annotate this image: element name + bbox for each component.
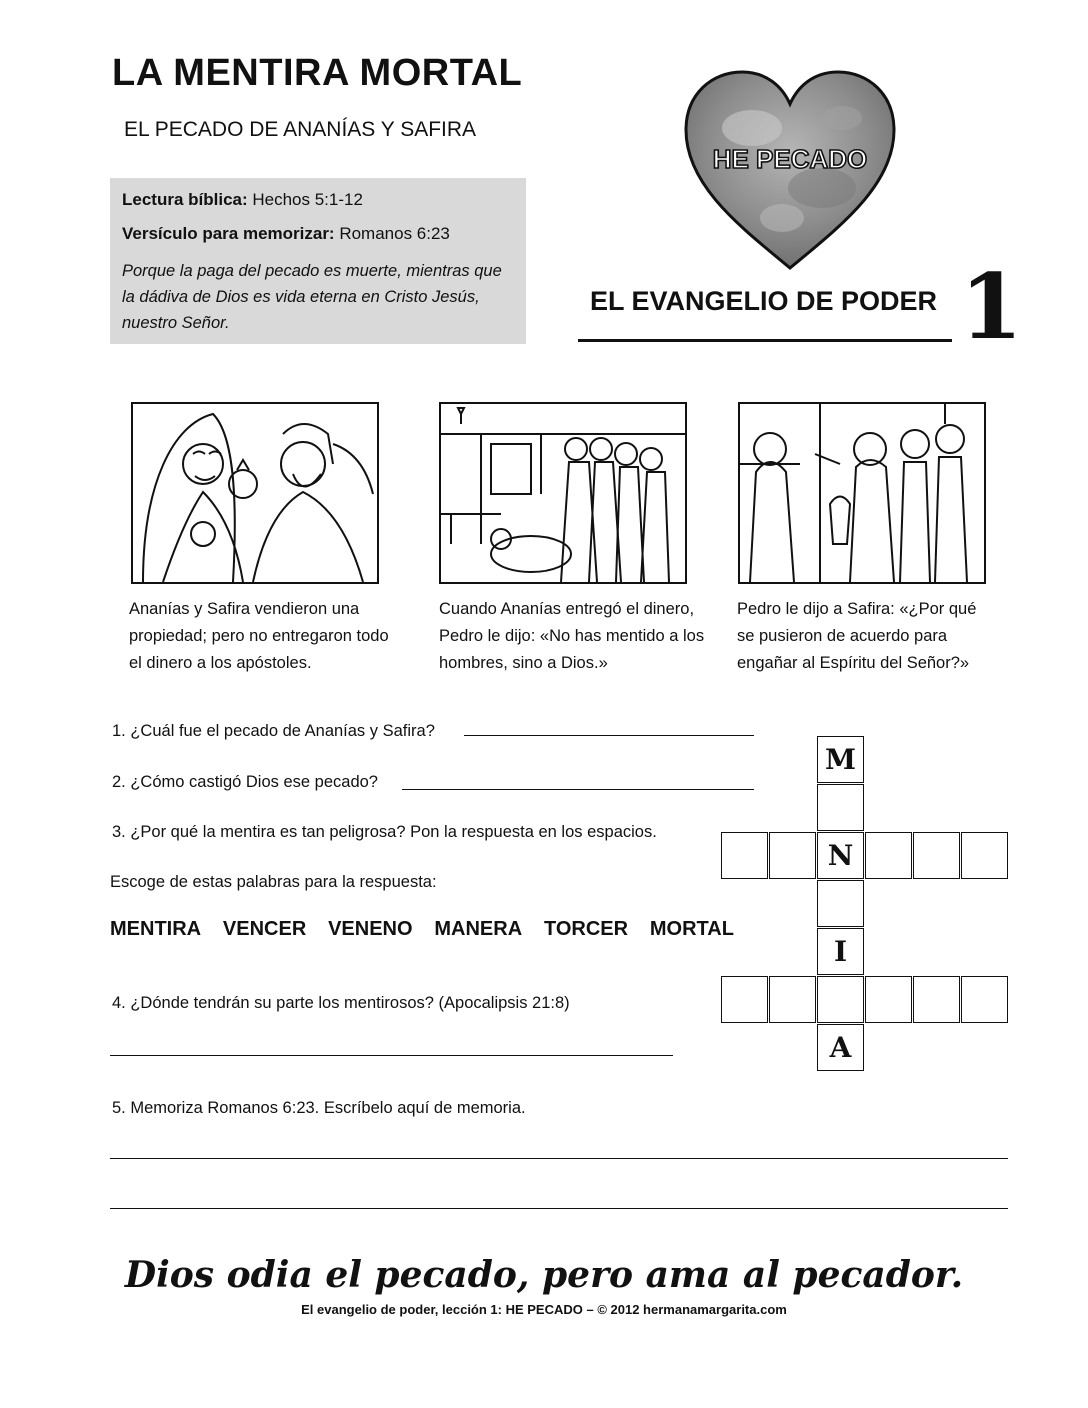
couple-money-bag-illustration <box>133 404 377 582</box>
heart-icon <box>682 68 898 274</box>
heart-label: HE PECADO <box>712 144 868 174</box>
illustration-panel-1 <box>131 402 379 584</box>
crossword-cell[interactable] <box>865 976 912 1023</box>
word-bank-item: VENENO <box>328 918 413 940</box>
answer-line-2[interactable] <box>402 789 754 790</box>
page-subtitle: EL PECADO DE ANANÍAS Y SAFIRA <box>124 118 477 141</box>
question-3: 3. ¿Por qué la mentira es tan peligrosa? Pon la respuesta en los espacios. <box>112 823 657 841</box>
series-title: EL EVANGELIO DE PODER <box>590 286 938 316</box>
answer-line-1[interactable] <box>464 735 754 736</box>
crossword-cell[interactable] <box>961 832 1008 879</box>
footer <box>0 1282 1088 1319</box>
question-4: 4. ¿Dónde tendrán su parte los mentirosos? (Apocalipsis 21:8) <box>112 994 570 1012</box>
question-2: 2. ¿Cómo castigó Dios ese pecado? <box>112 773 378 791</box>
word-bank-item: TORCER <box>543 918 629 940</box>
answer-line-4[interactable] <box>110 1055 673 1056</box>
question-5: 5. Memoriza Romanos 6:23. Escríbelo aquí de memoria. <box>112 1099 526 1117</box>
page-title: LA MENTIRA MORTAL <box>112 52 523 94</box>
word-bank-item: VENCER <box>222 918 307 940</box>
footer-credit: El evangelio de poder, lección 1: HE PECADO – © 2012 hermanamargarita.com <box>301 1302 787 1317</box>
crossword-cell[interactable] <box>913 832 960 879</box>
crossword-cell[interactable] <box>961 976 1008 1023</box>
panel-3-caption: Pedro le dijo a Safira: «¿Por qué se pusieron de acuerdo para engañar al Espíritu del Señor?» <box>737 600 977 672</box>
answer-line-5a[interactable] <box>110 1158 1008 1159</box>
crossword-cell[interactable] <box>721 976 768 1023</box>
crossword-cell[interactable] <box>913 976 960 1023</box>
memory-label: Versículo para memorizar: <box>122 224 335 243</box>
reading-value: Hechos 5:1-12 <box>247 190 363 209</box>
series-divider <box>578 339 952 342</box>
crossword-cell[interactable] <box>865 832 912 879</box>
bible-reading-box <box>110 178 526 344</box>
illustration-panel-2 <box>439 402 687 584</box>
crossword-cell[interactable]: M <box>817 736 864 783</box>
reading-label: Lectura bíblica: <box>122 190 248 209</box>
crossword-cell[interactable]: N <box>817 832 864 879</box>
crossword-cell[interactable]: I <box>817 928 864 975</box>
word-bank-item: MENTIRA <box>110 918 202 940</box>
word-bank-item: MORTAL <box>649 918 734 940</box>
panel-1-caption: Ananías y Safira vendieron una propiedad; pero no entregaron todo el dinero a los apóstoles. <box>129 600 389 672</box>
motto: Dios odia el pecado, pero ama al pecador. <box>124 1254 964 1296</box>
illustration-panel-3 <box>738 402 986 584</box>
answer-line-5b[interactable] <box>110 1208 1008 1209</box>
crossword-cell[interactable] <box>817 880 864 927</box>
crossword-cell[interactable] <box>721 832 768 879</box>
memory-verse-text: Porque la paga del pecado es muerte, mientras que la dádiva de Dios es vida eterna en Cristo Jesús, nuestro Señor. <box>122 262 502 332</box>
word-bank <box>110 918 734 941</box>
memory-value: Romanos 6:23 <box>334 224 450 243</box>
crossword-cell[interactable] <box>769 832 816 879</box>
apostles-offering-illustration <box>441 404 685 582</box>
crossword-cell[interactable] <box>769 976 816 1023</box>
crossword-cell[interactable] <box>817 976 864 1023</box>
reading-line <box>122 190 363 210</box>
memory-verse-line <box>122 224 450 244</box>
panel-2-caption: Cuando Ananías entregó el dinero, Pedro le dijo: «No has mentido a los hombres, sino a Dios.» <box>439 600 705 672</box>
word-choice-instruction: Escoge de estas palabras para la respuesta: <box>110 873 437 891</box>
peter-speaks-to-sapphira-illustration <box>740 404 984 582</box>
crossword-cell[interactable] <box>817 784 864 831</box>
lesson-number: 1 <box>960 254 1023 360</box>
question-1: 1. ¿Cuál fue el pecado de Ananías y Safira? <box>112 722 435 740</box>
word-bank-item: MANERA <box>434 918 523 940</box>
crossword-cell[interactable]: A <box>817 1024 864 1071</box>
